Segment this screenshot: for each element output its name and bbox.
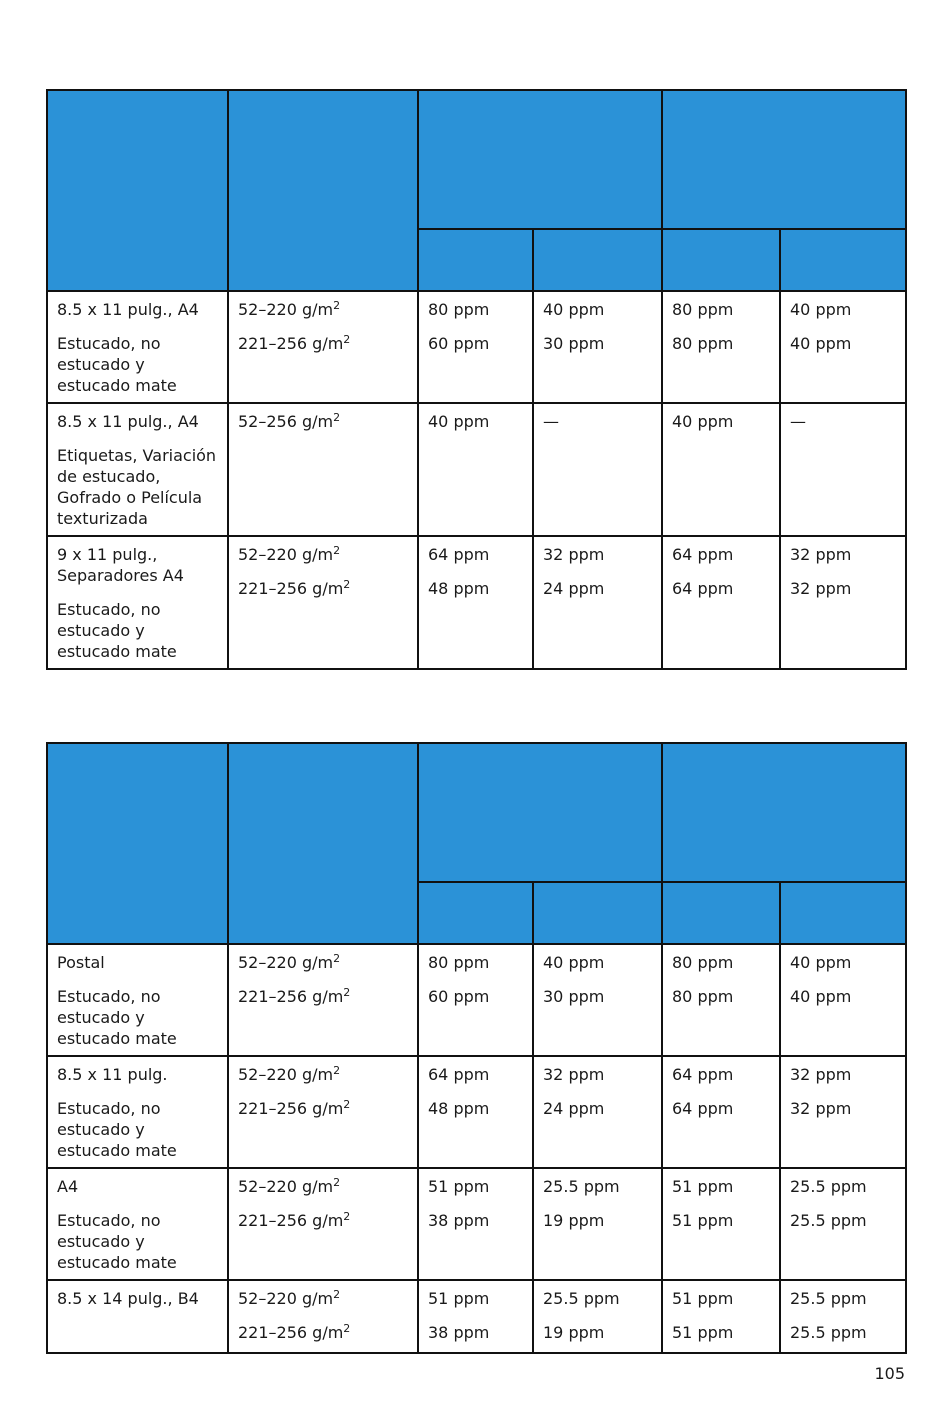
speed-cell	[662, 944, 780, 1056]
weight-cell	[228, 1280, 418, 1353]
header-cell-weight	[228, 90, 418, 291]
weight-value: 52–220 $g/m^2$	[238, 952, 341, 972]
speed-value: 64 ppm	[428, 1065, 490, 1084]
speed-cell	[662, 1056, 780, 1168]
weight-value: 221–256 $g/m^2$	[238, 986, 351, 1006]
speed-cell	[780, 291, 906, 403]
speed-cell	[533, 1280, 662, 1353]
speed-value: 80 ppm	[672, 300, 734, 319]
header-cell-media	[47, 90, 228, 291]
speed-value: 64 ppm	[672, 1065, 734, 1084]
header-subcell	[780, 229, 906, 291]
weight-value: 52–220 $g/m^2$	[238, 1176, 341, 1196]
speed-value: 40 ppm	[672, 412, 734, 431]
weight-cell	[228, 536, 418, 669]
media-text: Estucado, no estucado y estucado mate	[57, 334, 177, 395]
speed-value: 80 ppm	[428, 953, 490, 972]
speed-value: 48 ppm	[428, 1099, 490, 1118]
media-cell	[47, 291, 228, 403]
media-text: A4	[57, 1177, 79, 1196]
speed-value: 25.5 ppm	[790, 1211, 867, 1230]
speed-cell	[533, 536, 662, 669]
speed-value: 51 ppm	[672, 1211, 734, 1230]
speed-cell	[780, 1056, 906, 1168]
speed-cell	[533, 944, 662, 1056]
speed-cell	[780, 536, 906, 669]
media-text: 8.5 x 11 pulg.	[57, 1065, 168, 1084]
speed-value: 40 ppm	[790, 953, 852, 972]
speed-value: 80 ppm	[672, 987, 734, 1006]
header-subcell	[418, 882, 533, 944]
speed-value: 25.5 ppm	[543, 1177, 620, 1196]
speed-cell	[780, 1280, 906, 1353]
speed-cell	[662, 1168, 780, 1280]
media-text: Estucado, no estucado y estucado mate	[57, 987, 177, 1048]
unit-superscript: 2	[333, 544, 341, 557]
media-text: 8.5 x 11 pulg., A4	[57, 412, 199, 431]
speed-value: 51 ppm	[672, 1289, 734, 1308]
weight-value: 52–220 $g/m^2$	[238, 1064, 341, 1084]
speed-value: —	[543, 412, 559, 431]
paper-speed-table-1	[46, 89, 907, 670]
speed-value: 25.5 ppm	[790, 1289, 867, 1308]
unit-superscript: 2	[333, 1288, 341, 1301]
speed-cell	[662, 536, 780, 669]
media-cell	[47, 1056, 228, 1168]
table-header	[47, 743, 906, 944]
speed-value: 24 ppm	[543, 579, 605, 598]
header-cell-group-2	[662, 90, 906, 229]
speed-value: 51 ppm	[672, 1323, 734, 1342]
unit-superscript: 2	[343, 1322, 351, 1335]
speed-value: 30 ppm	[543, 334, 605, 353]
unit-superscript: 2	[333, 411, 341, 424]
header-cell-group-1	[418, 90, 662, 229]
header-cell-group-2	[662, 743, 906, 882]
speed-value: 60 ppm	[428, 987, 490, 1006]
speed-cell	[418, 1168, 533, 1280]
unit-superscript: 2	[333, 299, 341, 312]
speed-cell	[418, 1280, 533, 1353]
media-text: Etiquetas, Variación de estucado, Gofrado o Película texturizada	[57, 446, 217, 528]
speed-cell	[780, 403, 906, 536]
weight-value: 221–256 $g/m^2$	[238, 578, 351, 598]
unit-superscript: 2	[333, 1176, 341, 1189]
media-text: Estucado, no estucado y estucado mate	[57, 600, 177, 661]
speed-value: 40 ppm	[543, 953, 605, 972]
header-subcell	[662, 882, 780, 944]
speed-value: 32 ppm	[790, 1099, 852, 1118]
table-body	[47, 291, 906, 669]
speed-value: 24 ppm	[543, 1099, 605, 1118]
media-cell	[47, 536, 228, 669]
speed-cell	[533, 403, 662, 536]
page-number: 105	[874, 1364, 905, 1383]
media-cell	[47, 403, 228, 536]
speed-value: 48 ppm	[428, 579, 490, 598]
speed-value: 40 ppm	[790, 300, 852, 319]
weight-cell	[228, 1168, 418, 1280]
weight-value: 221–256 $g/m^2$	[238, 1210, 351, 1230]
speed-value: —	[790, 412, 806, 431]
weight-cell	[228, 291, 418, 403]
speed-value: 32 ppm	[790, 579, 852, 598]
speed-value: 64 ppm	[672, 545, 734, 564]
speed-cell	[418, 536, 533, 669]
speed-cell	[780, 1168, 906, 1280]
weight-cell	[228, 944, 418, 1056]
media-text: 9 x 11 pulg., Separadores A4	[57, 545, 184, 585]
header-subcell	[533, 229, 662, 291]
media-text: 8.5 x 11 pulg., A4	[57, 300, 199, 319]
speed-cell	[780, 944, 906, 1056]
speed-value: 40 ppm	[790, 334, 852, 353]
speed-value: 38 ppm	[428, 1323, 490, 1342]
speed-value: 40 ppm	[428, 412, 490, 431]
speed-value: 80 ppm	[428, 300, 490, 319]
speed-cell	[418, 1056, 533, 1168]
table-row	[47, 1280, 906, 1353]
speed-value: 19 ppm	[543, 1211, 605, 1230]
speed-value: 64 ppm	[672, 579, 734, 598]
media-cell	[47, 1280, 228, 1353]
speed-value: 64 ppm	[428, 545, 490, 564]
weight-value: 52–220 $g/m^2$	[238, 1288, 341, 1308]
speed-value: 25.5 ppm	[543, 1289, 620, 1308]
weight-cell	[228, 1056, 418, 1168]
header-subcell	[418, 229, 533, 291]
header-cell-group-1	[418, 743, 662, 882]
unit-superscript: 2	[343, 1210, 351, 1223]
speed-value: 19 ppm	[543, 1323, 605, 1342]
speed-cell	[662, 291, 780, 403]
unit-superscript: 2	[343, 578, 351, 591]
unit-superscript: 2	[333, 1064, 341, 1077]
header-subcell	[533, 882, 662, 944]
speed-value: 64 ppm	[672, 1099, 734, 1118]
speed-cell	[533, 1056, 662, 1168]
speed-cell	[418, 944, 533, 1056]
speed-value: 51 ppm	[428, 1289, 490, 1308]
speed-value: 51 ppm	[672, 1177, 734, 1196]
speed-cell	[418, 291, 533, 403]
weight-cell	[228, 403, 418, 536]
unit-superscript: 2	[343, 986, 351, 999]
weight-value: 52–256 $g/m^2$	[238, 411, 341, 431]
unit-superscript: 2	[343, 1098, 351, 1111]
media-text: Estucado, no estucado y estucado mate	[57, 1211, 177, 1272]
speed-value: 40 ppm	[790, 987, 852, 1006]
speed-value: 40 ppm	[543, 300, 605, 319]
media-text: 8.5 x 14 pulg., B4	[57, 1289, 199, 1308]
table-row	[47, 536, 906, 669]
speed-value: 30 ppm	[543, 987, 605, 1006]
table-body	[47, 944, 906, 1353]
speed-value: 60 ppm	[428, 334, 490, 353]
speed-cell	[662, 403, 780, 536]
speed-value: 51 ppm	[428, 1177, 490, 1196]
speed-value: 25.5 ppm	[790, 1177, 867, 1196]
weight-value: 221–256 $g/m^2$	[238, 1098, 351, 1118]
speed-cell	[533, 1168, 662, 1280]
unit-superscript: 2	[343, 333, 351, 346]
weight-value: 221–256 $g/m^2$	[238, 333, 351, 353]
media-text: Estucado, no estucado y estucado mate	[57, 1099, 177, 1160]
table-row	[47, 1056, 906, 1168]
weight-value: 221–256 $g/m^2$	[238, 1322, 351, 1342]
speed-value: 80 ppm	[672, 334, 734, 353]
unit-superscript: 2	[333, 952, 341, 965]
header-cell-weight	[228, 743, 418, 944]
table-row	[47, 403, 906, 536]
speed-value: 80 ppm	[672, 953, 734, 972]
speed-value: 38 ppm	[428, 1211, 490, 1230]
media-cell	[47, 1168, 228, 1280]
weight-value: 52–220 $g/m^2$	[238, 299, 341, 319]
speed-value: 25.5 ppm	[790, 1323, 867, 1342]
speed-value: 32 ppm	[790, 1065, 852, 1084]
speed-value: 32 ppm	[543, 1065, 605, 1084]
header-subcell	[662, 229, 780, 291]
speed-value: 32 ppm	[543, 545, 605, 564]
header-cell-media	[47, 743, 228, 944]
speed-value: 32 ppm	[790, 545, 852, 564]
media-cell	[47, 944, 228, 1056]
speed-cell	[662, 1280, 780, 1353]
weight-value: 52–220 $g/m^2$	[238, 544, 341, 564]
media-text: Postal	[57, 953, 105, 972]
table-row	[47, 1168, 906, 1280]
table-row	[47, 944, 906, 1056]
table-header	[47, 90, 906, 291]
speed-cell	[533, 291, 662, 403]
paper-speed-table-2	[46, 742, 907, 1354]
header-subcell	[780, 882, 906, 944]
table-row	[47, 291, 906, 403]
speed-cell	[418, 403, 533, 536]
